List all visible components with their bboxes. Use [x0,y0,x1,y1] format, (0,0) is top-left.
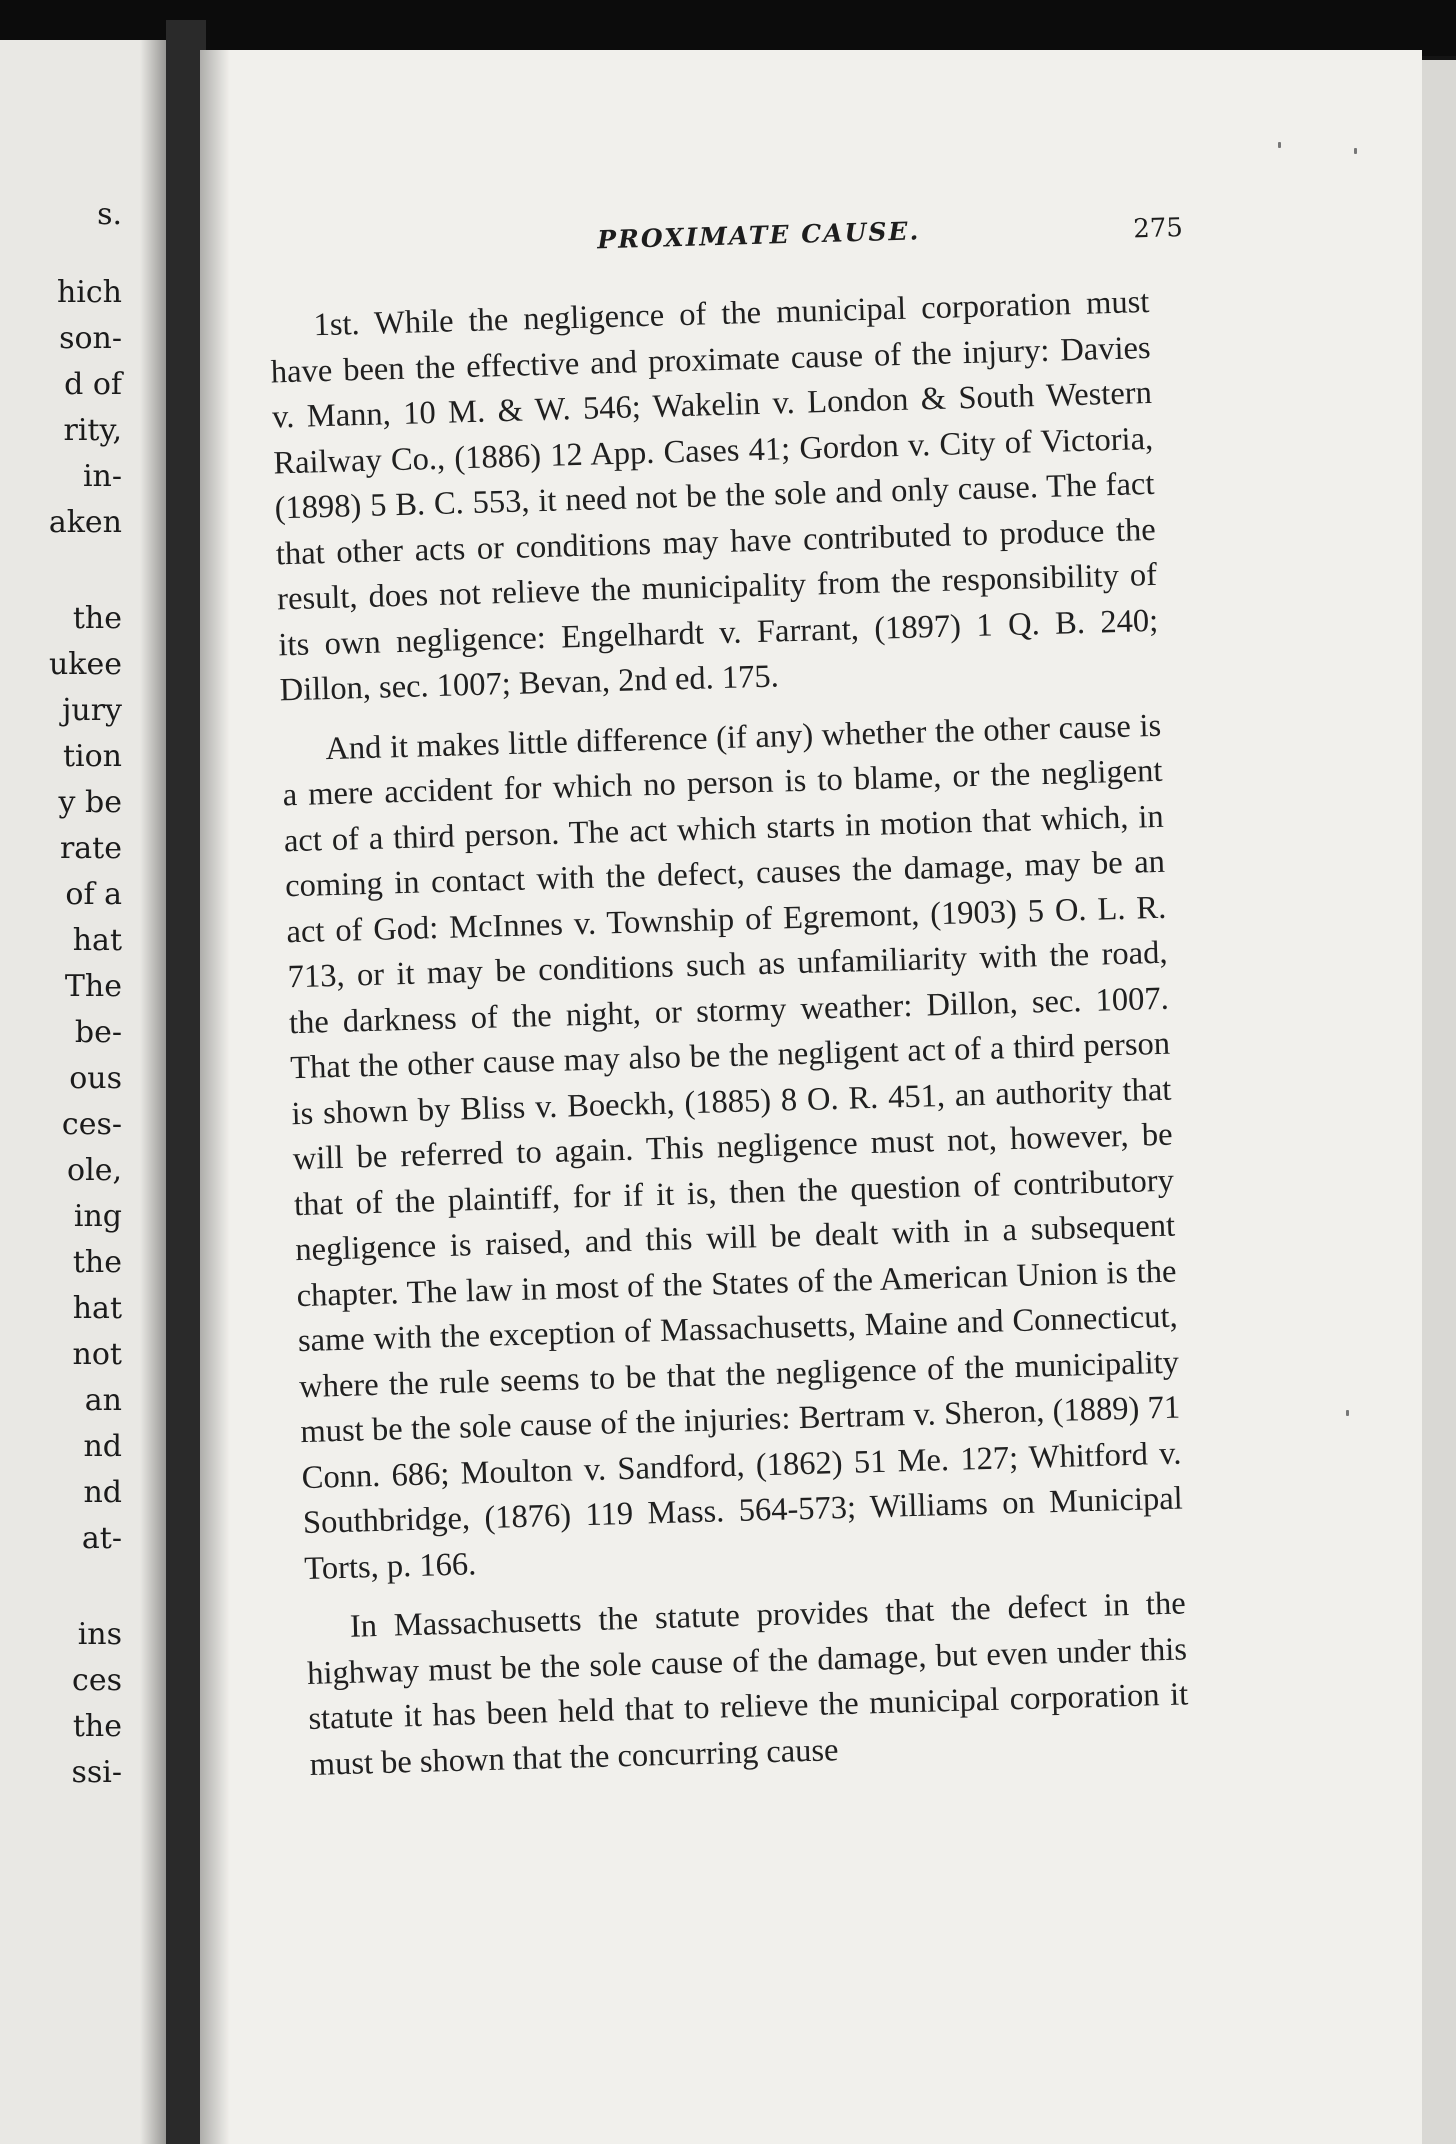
page-text-block [200,50,1422,2144]
left-line-fragment: rate [59,831,122,866]
paragraph: In Massachusetts the statute provides that the defect in the highway must be the sole cause of the damage, but even under this statute it has been held that to relieve the municipal corporation it must be shown that the concurring cause [306,1585,1189,1783]
speck [1354,148,1357,154]
left-line-fragment: ous [69,1061,122,1096]
left-line-fragment: at- [81,1521,122,1556]
left-line-fragment: aken [48,505,122,540]
left-line-fragment: the [72,601,122,636]
left-line-fragment: an [84,1383,122,1418]
left-line-fragment: ing [73,1199,122,1234]
left-line-fragment: be- [74,1015,122,1050]
left-line-fragment: s. [97,197,122,232]
left-line-fragment: in- [82,459,122,494]
left-line-fragment: hat [72,923,122,958]
left-line-fragment: The [64,969,122,1004]
left-line-fragment: ssi- [71,1755,122,1790]
left-line-fragment: y be [58,785,122,820]
left-line-fragment: ces- [61,1107,122,1142]
left-line-fragment: son- [59,321,122,356]
left-line-fragment: nd [83,1475,122,1510]
left-line-fragment: not [72,1337,122,1372]
speck [1278,142,1281,148]
right-page [200,50,1422,2144]
left-line-fragment: hat [72,1291,122,1326]
left-page-edge [0,40,166,2144]
left-line-fragment: rity, [63,413,122,448]
left-gutter-shadow [140,40,166,2144]
left-line-fragment: ins [77,1617,122,1652]
left-line-fragment: hich [56,275,122,310]
right-page-edge [1422,60,1456,2144]
paragraph: And it makes little difference (if any) whether the other cause is a mere accident for which no person is to blame, or the negligent act of a third person. The act which starts in motion that which, in coming in contact with the defect, causes the damage, may be an act of God: McInnes v. Township of Egremont, (1903) 5 O. L. R. 713, or it may be conditions such as unfamiliarity with the road, the darkness of the night, or stormy weather: Dillon, sec. 1007. That the other cause may also be the negligent act of a third person is shown by Bliss v. Boeckh, (1885) 8 O. R. 451, an authority that will be referred to again. This negligence must not, however, be that of the plaintiff, for if it is, then the question of contributory negligence is raised, and this will be dealt with in a subsequent chapter. The law in most of the States of the American Union is the same with the exception of Massachusetts, Maine and Connecticut, where the rule seems to be that the negligence of the municipality must be the sole cause of the injuries: Bertram v. Sheron, (1889) 71 Conn. 686; Moulton v. Sandford, (1862) 51 Me. 127; Whitford v. Southbridge, (1876) 119 Mass. 564-573; Williams on Municipal Torts, p. 166. [282,707,1184,1587]
left-line-fragment: jury [62,693,122,728]
speck [1346,1410,1349,1416]
left-line-fragment: ces [72,1663,122,1698]
left-line-fragment: d of [64,367,122,402]
page-number: 275 [1132,212,1184,245]
left-line-fragment: tion [62,739,122,774]
left-line-fragment: of a [65,877,122,912]
scan-top-border [0,0,1456,56]
left-line-fragment: ukee [48,647,122,682]
left-line-fragment: nd [83,1429,122,1464]
left-line-fragment: the [72,1709,122,1744]
running-head: PROXIMATE CAUSE. [596,216,921,255]
left-line-fragment: the [72,1245,122,1280]
left-line-fragment: ole, [67,1153,122,1188]
paragraph: 1st. While the negligence of the municipal corporation must have been the effective and proximate cause of the injury: Davies v. Mann, 10 M. & W. 546; Wakelin v. London & South Western Railway Co., (1886) 12 App. Cases 41; Gordon v. City of Victoria, (1898) 5 B. C. 553, it need not be the sole and only cause. The fact that other acts or conditions may have contributed to produce the result, does not relieve the municipality from the responsibility of its own negligence: Engelhardt v. Farrant, (1897) 1 Q. B. 240; Dillon, sec. 1007; Bevan, 2nd ed. 175. [270,283,1159,709]
body-text [269,280,1190,1788]
